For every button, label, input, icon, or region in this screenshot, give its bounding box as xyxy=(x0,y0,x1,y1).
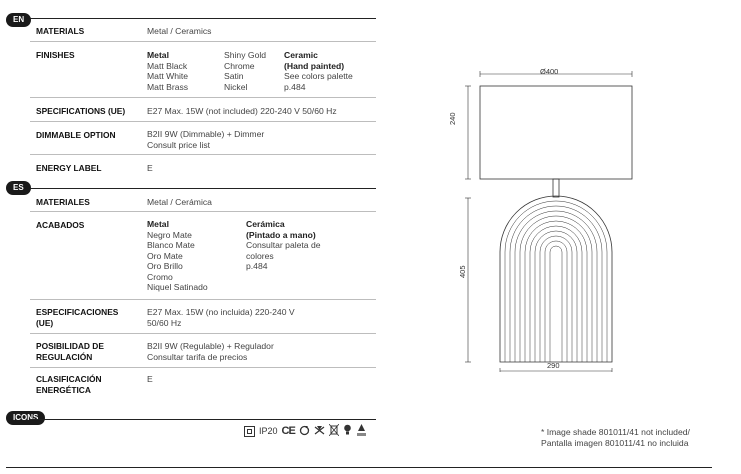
finishes-col2: Shiny Gold Chrome Satin Nickel xyxy=(224,50,267,92)
regulacion-label: POSIBILIDAD DE REGULACIÓN xyxy=(36,341,104,362)
clasificacion-label: CLASIFICACIÓN ENERGÉTICA xyxy=(36,374,102,395)
row-materiales xyxy=(30,188,376,212)
lang-tag-en: EN xyxy=(6,13,31,27)
icons-rule xyxy=(30,419,376,420)
row-regulacion xyxy=(30,334,376,368)
finishes-col3: Ceramic (Hand painted) See colors palette p.484 xyxy=(284,50,353,92)
shade-diameter-label: Ø400 xyxy=(540,67,559,76)
row-acabados xyxy=(30,212,376,300)
ce-mark-icon: CE xyxy=(281,425,295,437)
row-specifications xyxy=(30,98,376,122)
row-dimmable xyxy=(30,122,376,155)
finishes-label: FINISHES xyxy=(36,50,75,60)
materials-label: MATERIALS xyxy=(36,26,85,36)
energy-class-icon xyxy=(356,424,367,439)
shade-height-label: 240 xyxy=(448,112,457,125)
icons-tag: ICONS xyxy=(6,411,45,425)
row-energy xyxy=(30,155,376,181)
acabados-col2: Cerámica (Pintado a mano) Consultar paleta de colores p.484 xyxy=(246,219,321,271)
especificaciones-label: ESPECIFICACIONES (UE) xyxy=(36,307,119,328)
acabados-label: ACABADOS xyxy=(36,220,85,230)
dimmable-label: DIMMABLE OPTION xyxy=(36,130,116,140)
lang-tag-es: ES xyxy=(6,181,31,195)
specs-value: E27 Max. 15W (not included) 220-240 V 50/60 Hz xyxy=(147,106,337,116)
acabados-col1: Metal Negro Mate Blanco Mate Oro Mate Oro Brillo Cromo Niquel Satinado xyxy=(147,219,208,292)
specs-label: SPECIFICATIONS (UE) xyxy=(36,106,126,116)
finishes-col1: Metal Matt Black Matt White Matt Brass xyxy=(147,50,189,92)
no-dimmer-icon xyxy=(314,425,325,438)
weee-bin-icon xyxy=(329,424,339,438)
lamp-technical-drawing xyxy=(460,62,660,372)
recycle-icon xyxy=(299,425,310,438)
materials-value: Metal / Ceramics xyxy=(147,26,212,36)
energy-value: E xyxy=(147,163,153,173)
dimmable-value: B2II 9W (Dimmable) + Dimmer Consult price list xyxy=(147,129,265,150)
base-width-label: 290 xyxy=(547,361,560,370)
row-finishes xyxy=(30,42,376,98)
materiales-value: Metal / Cerámica xyxy=(147,197,212,207)
clasificacion-value: E xyxy=(147,374,153,384)
energy-label: ENERGY LABEL xyxy=(36,163,102,173)
especificaciones-value: E27 Max. 15W (no incluida) 220-240 V 50/60 Hz xyxy=(147,307,295,328)
row-especificaciones xyxy=(30,300,376,334)
ip-rating-text: IP20 xyxy=(259,426,278,436)
materiales-label: MATERIALES xyxy=(36,197,90,207)
image-note: * Image shade 801011/41 not included/ Pantalla imagen 801011/41 no incluida xyxy=(541,427,690,448)
certification-icons xyxy=(244,424,367,438)
row-materials xyxy=(30,18,376,42)
bulb-icon xyxy=(343,424,352,438)
class-ii-icon xyxy=(244,426,255,437)
bottom-rule xyxy=(6,467,712,468)
base-height-label: 405 xyxy=(458,265,467,278)
lamp-base xyxy=(500,196,612,362)
regulacion-value: B2II 9W (Regulable) + Regulador Consultar tarifa de precios xyxy=(147,341,274,362)
row-clasificacion xyxy=(30,368,376,400)
